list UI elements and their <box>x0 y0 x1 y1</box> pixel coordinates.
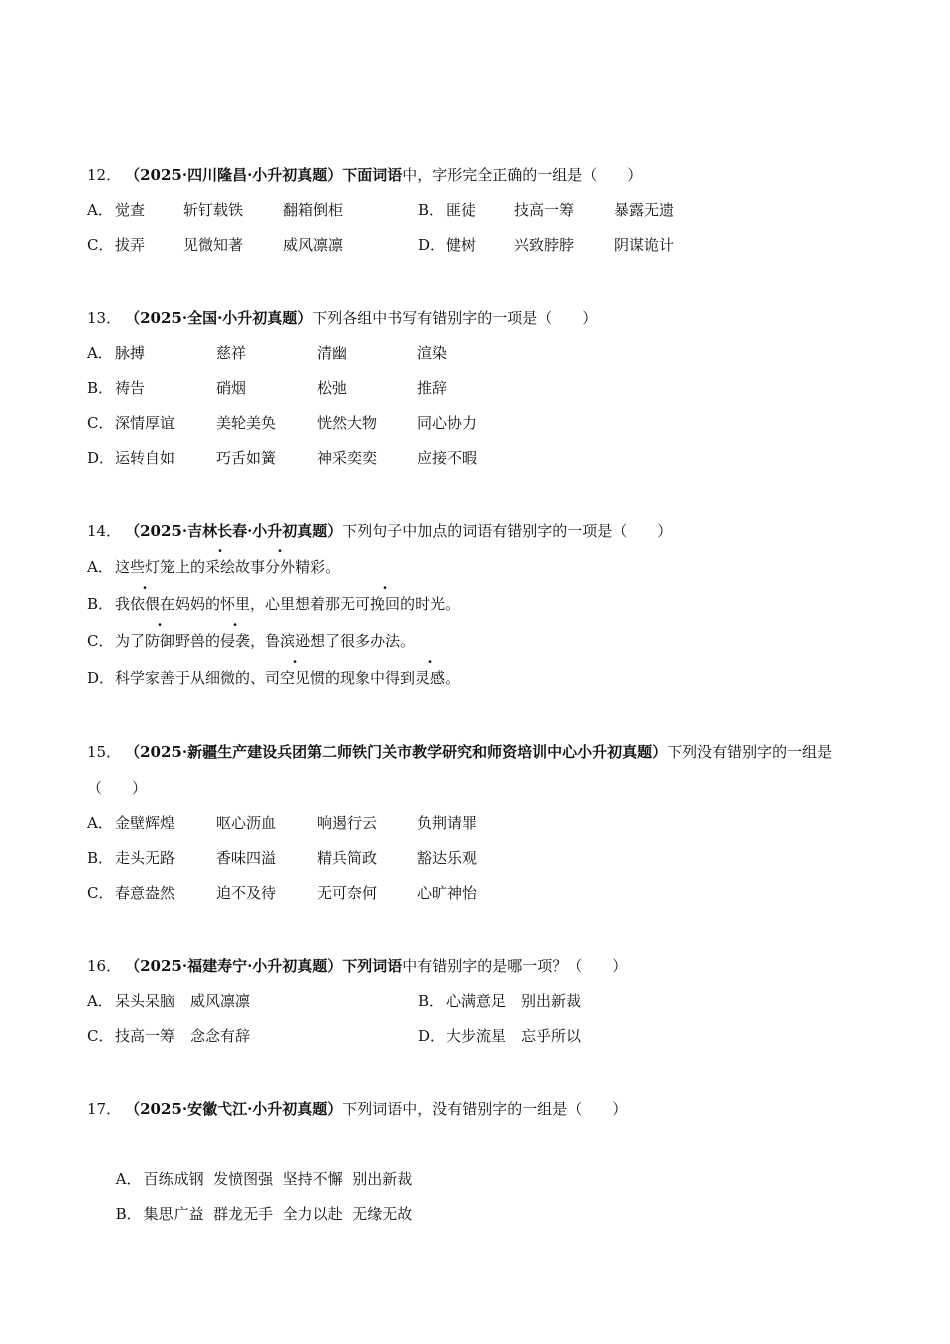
option-word: 神采奕奕 <box>317 449 378 467</box>
option-word: 威风凛凛 <box>283 236 344 254</box>
option-word: 豁达乐观 <box>417 849 478 867</box>
question-text: 下列没有错别字的一组是（ ） <box>87 743 833 797</box>
option-word: 斩钉载铁 <box>183 201 244 219</box>
question-number: 17． <box>87 1100 122 1118</box>
option-word: 推辞 <box>417 379 448 397</box>
option-word: 硝烟 <box>216 379 247 397</box>
question-source: （2025·全国·小升初真题） <box>125 309 313 327</box>
question-15 <box>87 742 877 911</box>
question-number: 14． <box>87 522 122 540</box>
question-number: 16． <box>87 957 122 975</box>
option-d[interactable]: D．健树 <box>418 236 477 254</box>
option-row <box>87 193 877 228</box>
question-source: （2025·四川隆昌·小升初真题）下面词语 <box>125 166 403 184</box>
question-stem <box>87 308 877 328</box>
option-row <box>87 228 877 263</box>
question-source: （2025·福建寿宁·小升初真题）下列词语 <box>125 957 403 975</box>
question-stem <box>87 1099 877 1119</box>
question-number: 13． <box>87 309 122 327</box>
question-source: （2025·吉林长春·小升初真题） <box>125 522 343 540</box>
option-a[interactable]: A． 呆头呆脑 威风凛凛 <box>87 992 251 1010</box>
question-number: 12． <box>87 166 122 184</box>
question-16 <box>87 956 877 1054</box>
option-word: 应接不暇 <box>417 449 478 467</box>
emphasized-word: 分外 <box>265 558 296 576</box>
option-a[interactable]: A． 脉搏 慈祥 清幽 渲染 <box>87 336 877 371</box>
option-c[interactable]: C． 技高一筹 念念有辞 <box>87 1027 251 1045</box>
option-b[interactable]: B． 我依偎在妈妈的怀里，心里想着那无可挽回的时光。 <box>87 595 461 613</box>
option-d[interactable]: D．大步流星 忘乎所以 <box>418 1027 582 1045</box>
option-word: 慈祥 <box>216 344 247 362</box>
question-text: 下列各组中书写有错别字的一项是（ ） <box>312 309 598 327</box>
option-word: 迫不及待 <box>216 884 277 902</box>
question-text: 中有错别字的是哪一项？（ ） <box>402 957 628 975</box>
emphasized-word: 司空见惯 <box>265 669 326 687</box>
option-c[interactable]: C． 为了防御野兽的侵袭，鲁滨逊想了很多办法。 <box>87 632 416 650</box>
option-word: 暴露无遗 <box>614 201 675 219</box>
option-word: 美轮美奂 <box>216 414 277 432</box>
option-word: 恍然大物 <box>317 414 378 432</box>
option-word: 见微知著 <box>183 236 244 254</box>
emphasized-word: 侵袭 <box>220 632 251 650</box>
option-b[interactable]: B． 祷告 硝烟 松弛 推辞 <box>87 371 877 406</box>
option-word: 技高一筹 <box>514 201 575 219</box>
option-word: 阴谋诡计 <box>614 236 675 254</box>
emphasized-word: 挽回 <box>370 595 401 613</box>
option-b[interactable]: B． 集思广益 群龙无手 全力以赴 无缘无故 <box>115 1205 413 1223</box>
option-b[interactable]: B． 走头无路 香味四溢 精兵简政 豁达乐观 <box>87 841 877 876</box>
option-word: 呕心沥血 <box>216 814 277 832</box>
option-word: 同心协力 <box>417 414 478 432</box>
option-word: 清幽 <box>317 344 348 362</box>
option-a[interactable]: A． 觉查 <box>87 201 146 219</box>
question-stem <box>87 521 877 541</box>
option-c[interactable]: C． 深情厚谊 美轮美奂 恍然大物 同心协力 <box>87 406 877 441</box>
question-text: 下列句子中加点的词语有错别字的一项是（ ） <box>342 522 673 540</box>
option-word: 精兵简政 <box>317 849 378 867</box>
question-stem <box>87 734 877 806</box>
question-number: 15． <box>87 743 122 761</box>
question-source: （2025·新疆生产建设兵团第二师铁门关市教学研究和师资培训中心小升初真题） <box>125 743 668 761</box>
question-stem <box>87 956 877 976</box>
emphasized-word: 依偎 <box>130 595 161 613</box>
option-row <box>87 1019 877 1054</box>
option-b[interactable]: B． 匪徒 <box>418 201 477 219</box>
option-a[interactable]: A． 这些灯笼上的采绘故事分外精彩。 <box>87 558 341 576</box>
option-word: 负荆请罪 <box>417 814 478 832</box>
option-word: 翻箱倒柜 <box>283 201 344 219</box>
option-d[interactable]: D．运转自如 巧舌如簧 神采奕奕 应接不暇 <box>87 441 877 476</box>
question-17 <box>87 1099 877 1223</box>
option-word: 响遏行云 <box>317 814 378 832</box>
question-13 <box>87 308 877 476</box>
emphasized-word: 灵感 <box>415 669 446 687</box>
question-14 <box>87 521 877 697</box>
option-word: 渲染 <box>417 344 448 362</box>
question-source: （2025·安徽弋江·小升初真题） <box>125 1100 343 1118</box>
question-text: 中，字形完全正确的一组是（ ） <box>402 166 643 184</box>
option-d[interactable]: D．科学家善于从细微的、司空见惯的现象中得到灵感。 <box>87 669 461 687</box>
option-a[interactable]: A． 百练成钢 发愤图强 坚持不懈 别出新裁 <box>115 1170 413 1188</box>
question-stem <box>87 165 877 185</box>
question-12 <box>87 165 877 263</box>
option-word: 兴致脖脖 <box>514 236 575 254</box>
option-word: 心旷神怡 <box>417 884 478 902</box>
option-row <box>87 984 877 1019</box>
option-word: 香味四溢 <box>216 849 277 867</box>
option-a[interactable]: A． 金壁辉煌 呕心沥血 响遏行云 负荆请罪 <box>87 806 877 841</box>
question-text: 下列词语中，没有错别字的一组是（ ） <box>342 1100 628 1118</box>
option-word: 松弛 <box>317 379 348 397</box>
option-b[interactable]: B． 心满意足 别出新裁 <box>418 992 582 1010</box>
emphasized-word: 采绘 <box>205 558 236 576</box>
option-word: 巧舌如簧 <box>216 449 277 467</box>
option-word: 无可奈何 <box>317 884 378 902</box>
option-c[interactable]: C． 春意盎然 迫不及待 无可奈何 心旷神怡 <box>87 876 877 911</box>
emphasized-word: 防御 <box>145 632 176 650</box>
option-c[interactable]: C． 拔弄 <box>87 236 146 254</box>
